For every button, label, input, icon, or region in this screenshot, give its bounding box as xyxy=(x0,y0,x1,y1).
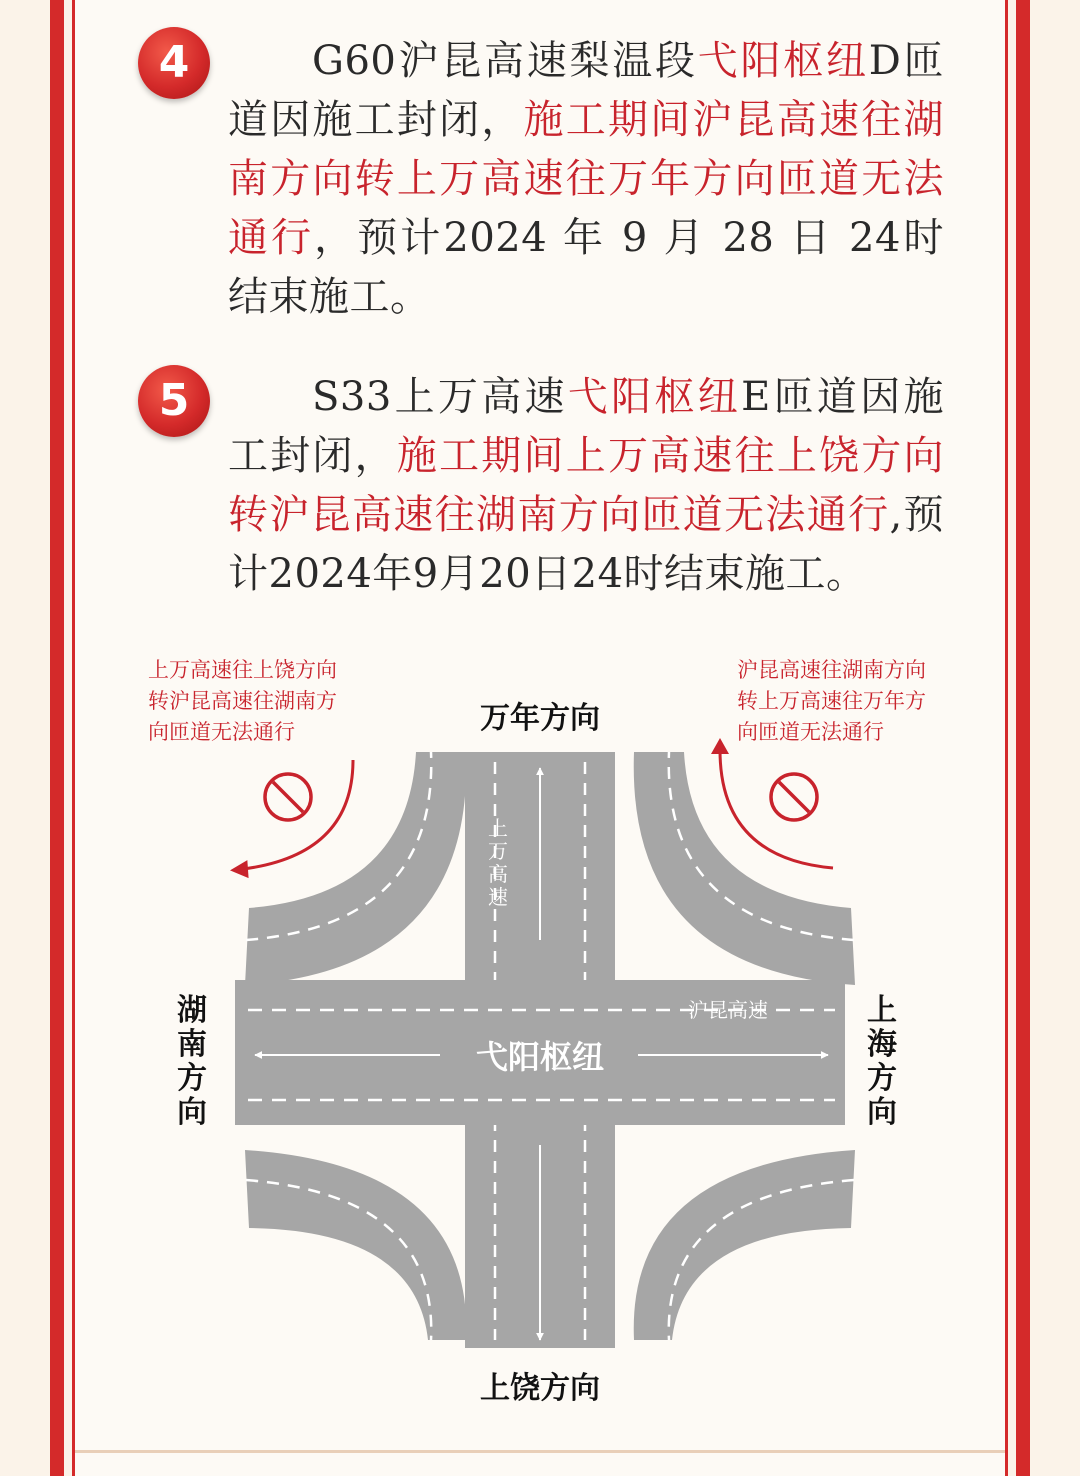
item-5-hub-highlight: 弋阳枢纽 xyxy=(567,374,742,420)
svg-text:向匝道无法通行: 向匝道无法通行 xyxy=(148,720,295,744)
item-5-badge: 5 xyxy=(138,365,210,437)
item-4-badge: 4 xyxy=(138,27,210,99)
svg-text:转沪昆高速往湖南方: 转沪昆高速往湖南方 xyxy=(148,689,337,713)
svg-text:上: 上 xyxy=(488,816,508,840)
bottom-divider xyxy=(75,1450,1005,1453)
left-border-thick xyxy=(50,0,64,1476)
svg-text:向匝道无法通行: 向匝道无法通行 xyxy=(737,720,884,744)
item-5-text-1: S33上万高速 xyxy=(312,374,568,420)
svg-text:上万高速往上饶方向: 上万高速往上饶方向 xyxy=(148,658,337,682)
item-5-paragraph xyxy=(228,368,944,604)
item-5-text-2: E匝道因施工封闭， xyxy=(228,374,945,479)
svg-text:沪昆高速往湖南方向: 沪昆高速往湖南方向 xyxy=(737,658,926,682)
ramp-southwest xyxy=(245,1150,466,1340)
svg-text:万: 万 xyxy=(488,839,508,863)
svg-text:上: 上 xyxy=(867,993,897,1028)
svg-text:湖: 湖 xyxy=(177,993,207,1028)
item-4-hub-highlight: 弋阳枢纽 xyxy=(697,38,869,84)
svg-text:转上万高速往万年方: 转上万高速往万年方 xyxy=(737,689,926,713)
note-right xyxy=(737,658,926,744)
direction-shangrao: 上饶方向 xyxy=(480,1371,600,1406)
item-4-paragraph xyxy=(228,32,944,327)
direction-hunan xyxy=(177,993,207,1130)
direction-wannian: 万年方向 xyxy=(480,701,600,736)
item-5-impact-highlight: 施工期间上万高速往上饶方向转沪昆高速往湖南方向匝道无法通行 xyxy=(228,433,944,538)
label-hub-name: 弋阳枢纽 xyxy=(475,1038,605,1076)
svg-text:速: 速 xyxy=(488,885,508,909)
closed-route-arrow-right xyxy=(720,750,833,868)
svg-text:高: 高 xyxy=(488,862,508,886)
svg-text:向: 向 xyxy=(867,1095,897,1130)
svg-text:南: 南 xyxy=(177,1027,207,1062)
item-4-text-2: D匝道因施工封闭， xyxy=(228,38,945,143)
svg-text:方: 方 xyxy=(867,1061,897,1096)
ramp-southeast xyxy=(634,1150,855,1340)
note-left xyxy=(148,658,337,744)
no-entry-icon-right xyxy=(771,774,817,820)
right-border-thin xyxy=(1005,0,1008,1476)
item-4-text-1: G60沪昆高速梨温段 xyxy=(312,38,698,84)
item-5-text-3: ,预计2024年9月20日24时结束施工。 xyxy=(228,492,945,597)
direction-shanghai xyxy=(867,993,897,1130)
ramp-northeast xyxy=(634,752,855,985)
item-4-text-3: ，预计2024 年 9 月 28 日 24时结束施工。 xyxy=(228,215,944,320)
svg-text:方: 方 xyxy=(177,1061,207,1096)
interchange-diagram xyxy=(140,640,960,1420)
right-border-thick xyxy=(1016,0,1030,1476)
no-entry-icon-left xyxy=(265,774,311,820)
outer-margin-left xyxy=(0,0,50,1476)
item-4-impact-highlight: 施工期间沪昆高速往湖南方向转上万高速往万年方向匝道无法通行 xyxy=(228,97,944,261)
label-hukun-expressway: 沪昆高速 xyxy=(688,998,768,1022)
svg-text:海: 海 xyxy=(867,1027,897,1062)
label-shangwan-expressway xyxy=(488,816,508,909)
svg-text:向: 向 xyxy=(177,1095,207,1130)
